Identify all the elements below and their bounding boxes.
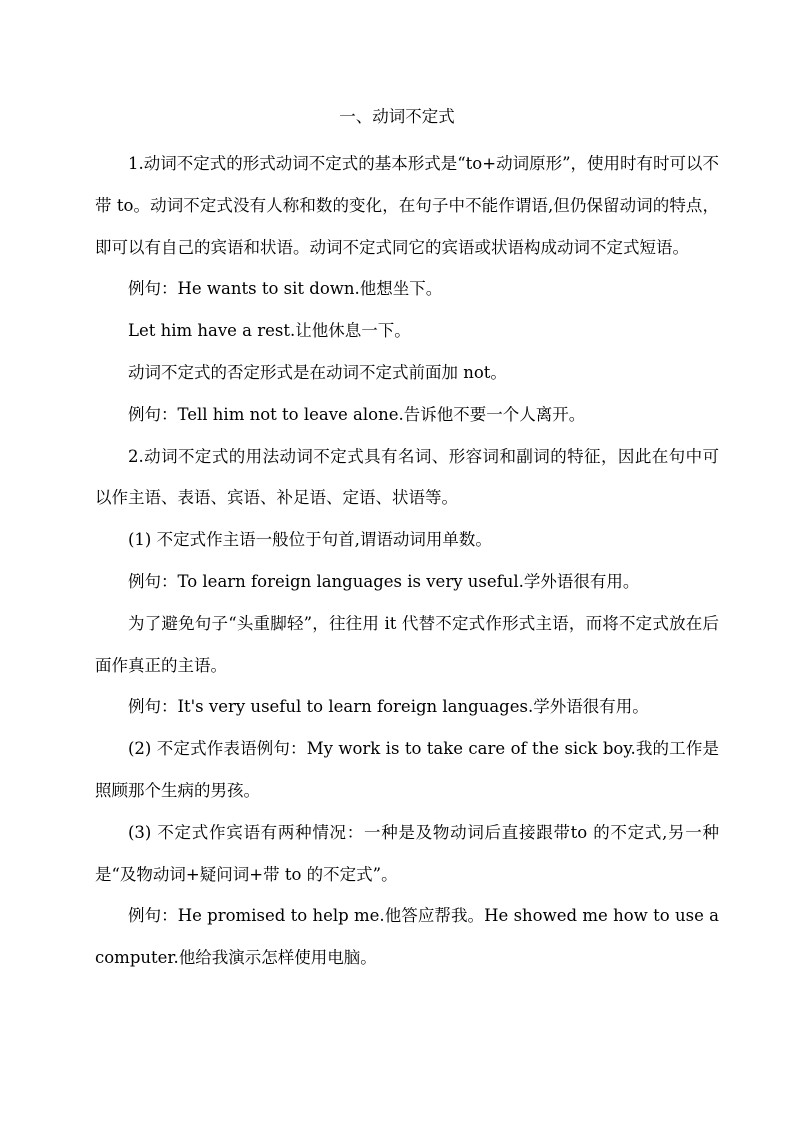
paragraph-example-rest: Let him have a rest.让他休息一下。: [128, 321, 411, 341]
paragraph-as-predicative: (2) 不定式作表语例句：My work is to take care of the sick boy.我的工作是照顾那个生病的男孩。: [95, 739, 719, 800]
paragraph-example-foreign-languages: 例句：To learn foreign languages is very useful.学外语很有用。: [128, 571, 640, 591]
paragraph-example-its-useful: 例句：It's very useful to learn foreign languages.学外语很有用。: [128, 697, 649, 717]
paragraph-example-leave-alone: 例句：Tell him not to leave alone.告诉他不要一个人离开。: [128, 404, 586, 424]
paragraph-example-sit-down: 例句：He wants to sit down.他想坐下。: [128, 279, 443, 299]
paragraph-as-object: (3) 不定式作宾语有两种情况：一种是及物动词后直接跟带to 的不定式,另一种是“及物动词+疑问词+带 to 的不定式”。: [95, 822, 719, 884]
document-body: [95, 143, 719, 979]
paragraph-formal-subject: 为了避免句子“头重脚轻”，往往用 it 代替不定式作形式主语，而将不定式放在后面作真正的主语。: [95, 613, 719, 675]
paragraph-as-subject: (1) 不定式作主语一般位于句首,谓语动词用单数。: [128, 530, 492, 550]
section-title: 一、动词不定式: [339, 107, 455, 126]
paragraph-infinitive-usage: 2.动词不定式的用法动词不定式具有名词、形容词和副词的特征，因此在句中可以作主语、表语、宾语、补足语、定语、状语等。: [95, 446, 719, 508]
paragraph-negative-form: 动词不定式的否定形式是在动词不定式前面加 not。: [128, 362, 507, 382]
paragraph-infinitive-form: 1.动词不定式的形式动词不定式的基本形式是“to+动词原形”，使用时有时可以不带 to。动词不定式没有人称和数的变化，在句子中不能作谓语,但仍保留动词的特点，即可以有自己的宾语和状语。动词不定式同它的宾语或状语构成动词不定式短语。: [95, 154, 720, 257]
paragraph-example-promised: 例句：He promised to help me.他答应帮我。He showed me how to use a computer.他给我演示怎样使用电脑。: [95, 906, 719, 968]
